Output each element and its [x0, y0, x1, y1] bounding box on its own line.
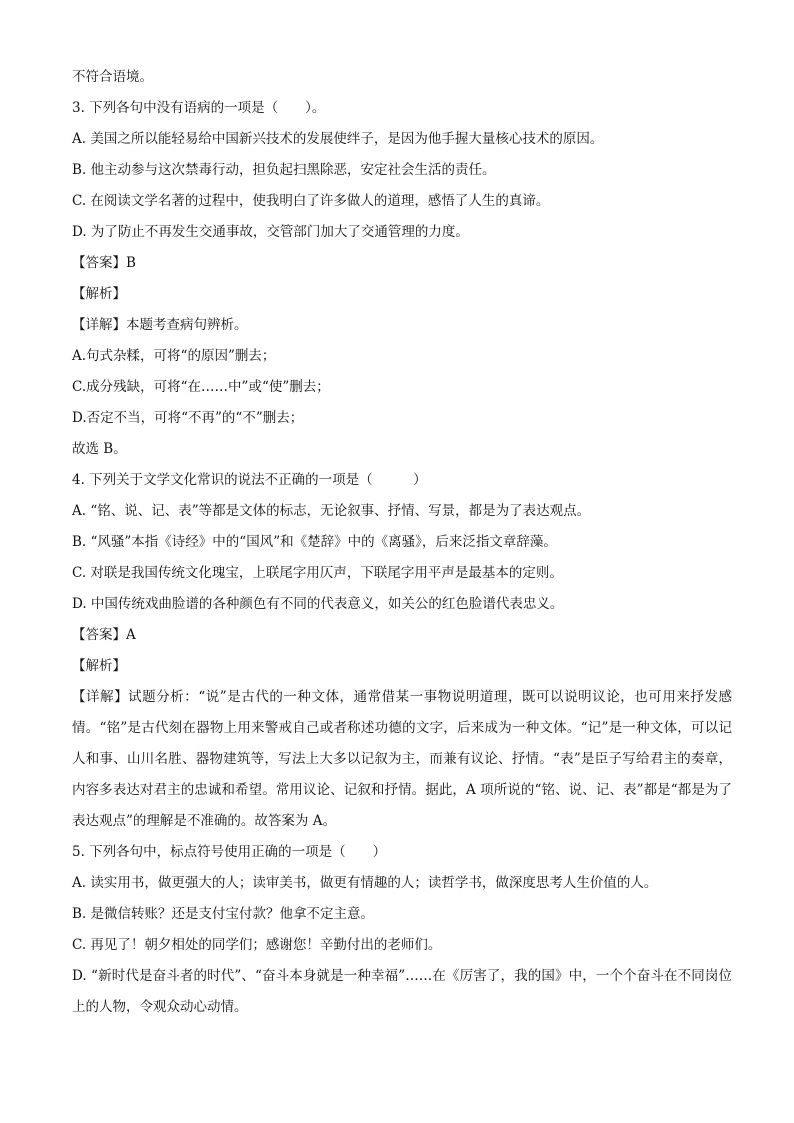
question-5-option-d: D. “新时代是奋斗者的时代”、“奋斗本身就是一种幸福”……在《厉害了，我的国》中，一个个奋斗在不同岗位上的人物，令观众动心动情。 [72, 968, 732, 1015]
question-3-answer: 【答案】B [72, 255, 136, 271]
question-3-explain-a: A.句式杂糅，可将“的原因”删去； [72, 348, 276, 364]
question-3-detail: 【详解】本题考查病句辨析。 [72, 317, 248, 333]
question-4-detail-paragraph: 【详解】试题分析：“说”是古代的一种文体，通常借某一事物说明道理，既可以说明议论，也可用来抒发感情。“铭”是古代刻在器物上用来警戒自己或者称述功德的文字，后来成为一种文体。“记”是一种文体，可以记人和事、山川名胜、器物建筑等，写法上大多以记叙为主，而兼有议论、抒情。“表”是臣子写给君主的奏章，内容多表达对君主的忠诚和希望。常用议论、记叙和抒情。据此，A 项所说的“铭、说、记、表”都是“都是为了表达观点”的理解是不准确的。故答案为 A。 [72, 689, 732, 829]
question-4-stem: 4. 下列关于文学文化常识的说法不正确的一项是（ ） [72, 472, 427, 488]
question-5-option-a: A. 读实用书，做更强大的人；读审美书，做更有情趣的人；读哲学书，做深度思考人生价值的人。 [72, 875, 658, 891]
question-3-option-d: D. 为了防止不再发生交通事故，交管部门加大了交通管理的力度。 [72, 224, 469, 240]
question-4-option-a: A. “铭、说、记、表”等都是文体的标志，无论叙事、抒情、写景，都是为了表达观点。 [72, 503, 591, 519]
question-3-option-a: A. 美国之所以能轻易给中国新兴技术的发展使绊子，是因为他手握大量核心技术的原因。 [72, 131, 604, 147]
document-page [72, 62, 732, 1023]
question-5-option-b: B. 是微信转账？还是支付宝付款？他拿不定主意。 [72, 906, 375, 922]
question-3-option-b: B. 他主动参与这次禁毒行动，担负起扫黑除恶，安定社会生活的责任。 [72, 162, 496, 178]
text-line: 不符合语境。 [72, 69, 153, 85]
question-4-option-c: C. 对联是我国传统文化瑰宝，上联尾字用仄声，下联尾字用平声是最基本的定则。 [72, 565, 563, 581]
question-3-conclusion: 故选 B。 [72, 441, 127, 457]
question-4-option-d: D. 中国传统戏曲脸谱的各种颜色有不同的代表意义，如关公的红色脸谱代表忠义。 [72, 596, 564, 612]
question-3-explain-c: C.成分残缺，可将“在……中”或“使”删去； [72, 379, 330, 395]
question-4-analysis-heading: 【解析】 [72, 658, 126, 674]
question-3-stem: 3. 下列各句中没有语病的一项是（ ）。 [72, 100, 326, 116]
question-3-analysis-heading: 【解析】 [72, 286, 126, 302]
question-5-stem: 5. 下列各句中，标点符号使用正确的一项是（ ） [72, 844, 387, 860]
question-3-explain-d: D.否定不当，可将“不再”的“不”删去； [72, 410, 304, 426]
question-5-option-c: C. 再见了！朝夕相处的同学们；感谢您！辛勤付出的老师们。 [72, 937, 442, 953]
question-4-answer: 【答案】A [72, 627, 136, 643]
question-4-option-b: B. “风骚”本指《诗经》中的“国风”和《楚辞》中的《离骚》，后来泛指文章辞藻。 [72, 534, 557, 550]
question-3-option-c: C. 在阅读文学名著的过程中，使我明白了许多做人的道理，感悟了人生的真谛。 [72, 193, 550, 209]
